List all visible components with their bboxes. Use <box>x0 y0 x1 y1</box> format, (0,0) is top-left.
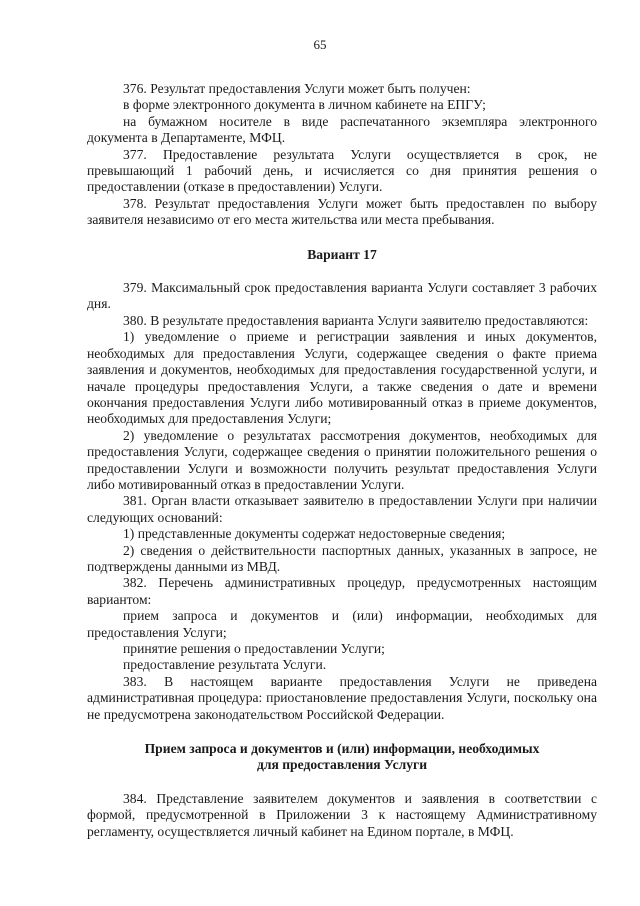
paragraph-377: 377. Предоставление результата Услуги осуществляется в срок, не превышающий 1 рабочий день, и исчисляется со дня принятия решения о предоставлении (отказе в предоставлении) Услуги. <box>87 146 597 195</box>
variant-heading: Вариант 17 <box>307 246 377 262</box>
page-number: 65 <box>313 37 327 52</box>
section-heading-line-2: для предоставления Услуги <box>256 757 428 773</box>
paragraph-382-item-1: прием запроса и документов и (или) информации, необходимых для предоставления Услуги; <box>87 608 597 640</box>
paragraph-380: 380. В результате предоставления варианта Услуги заявителю предоставляются: <box>123 312 589 328</box>
section-heading-line-1: Прием запроса и документов и (или) информации, необходимых <box>144 741 540 757</box>
paragraph-384: 384. Представление заявителем документов и заявления в соответствии с формой, предусмотренной в Приложении 3 к настоящему Административному регламенту, осуществляется личный кабинет на Едином портале, в МФЦ. <box>87 790 597 839</box>
paragraph-380-item-2: 2) уведомление о результатах рассмотрения документов, необходимых для предоставления Услуги, содержащее сведения о принятии положительного решения о предоставлении Услуги и возможности получить результат предоставления Услуги либо мотивированный отказ в предоставлении Услуги. <box>87 427 597 492</box>
paragraph-379: 379. Максимальный срок предоставления варианта Услуги составляет 3 рабочих дня. <box>87 280 597 312</box>
paragraph-376-item-1: в форме электронного документа в личном кабинете на ЕПГУ; <box>123 97 486 113</box>
paragraph-382: 382. Перечень административных процедур, предусмотренных настоящим вариантом: <box>87 575 597 607</box>
paragraph-381-item-1: 1) представленные документы содержат недостоверные сведения; <box>123 526 506 542</box>
paragraph-381: 381. Орган власти отказывает заявителю в предоставлении Услуги при наличии следующих оснований: <box>87 493 597 525</box>
paragraph-380-item-1: 1) уведомление о приеме и регистрации заявления и иных документов, необходимых для предоставления Услуги, содержащее сведения о факте приема заявления и документов, необходимых для предоставления государственной услуги, и начале процедуры предоставления Услуги, а также сведения о дате и времени окончания предоставления Услуги либо мотивированный отказ в приеме документов, необходимых для предоставления Услуги; <box>87 329 597 427</box>
paragraph-378: 378. Результат предоставления Услуги может быть предоставлен по выбору заявителя независимо от его места жительства или места пребывания. <box>87 195 597 228</box>
paragraph-376-item-2: на бумажном носителе в виде распечатанного экземпляра электронного документа в Департаменте, МФЦ. <box>87 113 597 146</box>
paragraph-376: 376. Результат предоставления Услуги может быть получен: <box>123 81 471 96</box>
section-heading <box>87 741 597 774</box>
paragraph-383: 383. В настоящем варианте предоставления Услуги не приведена административная процедура: приостановление предоставления Услуги, поскольку она не предусмотрена законодательством Российской Федерации. <box>87 673 597 722</box>
paragraph-382-item-3: предоставление результата Услуги. <box>123 657 327 673</box>
paragraph-381-item-2: 2) сведения о действительности паспортных данных, указанных в запросе, не подтверждены данными из МВД. <box>87 542 597 574</box>
paragraph-382-item-2: принятие решения о предоставлении Услуги; <box>123 641 385 656</box>
document-body <box>87 81 597 840</box>
